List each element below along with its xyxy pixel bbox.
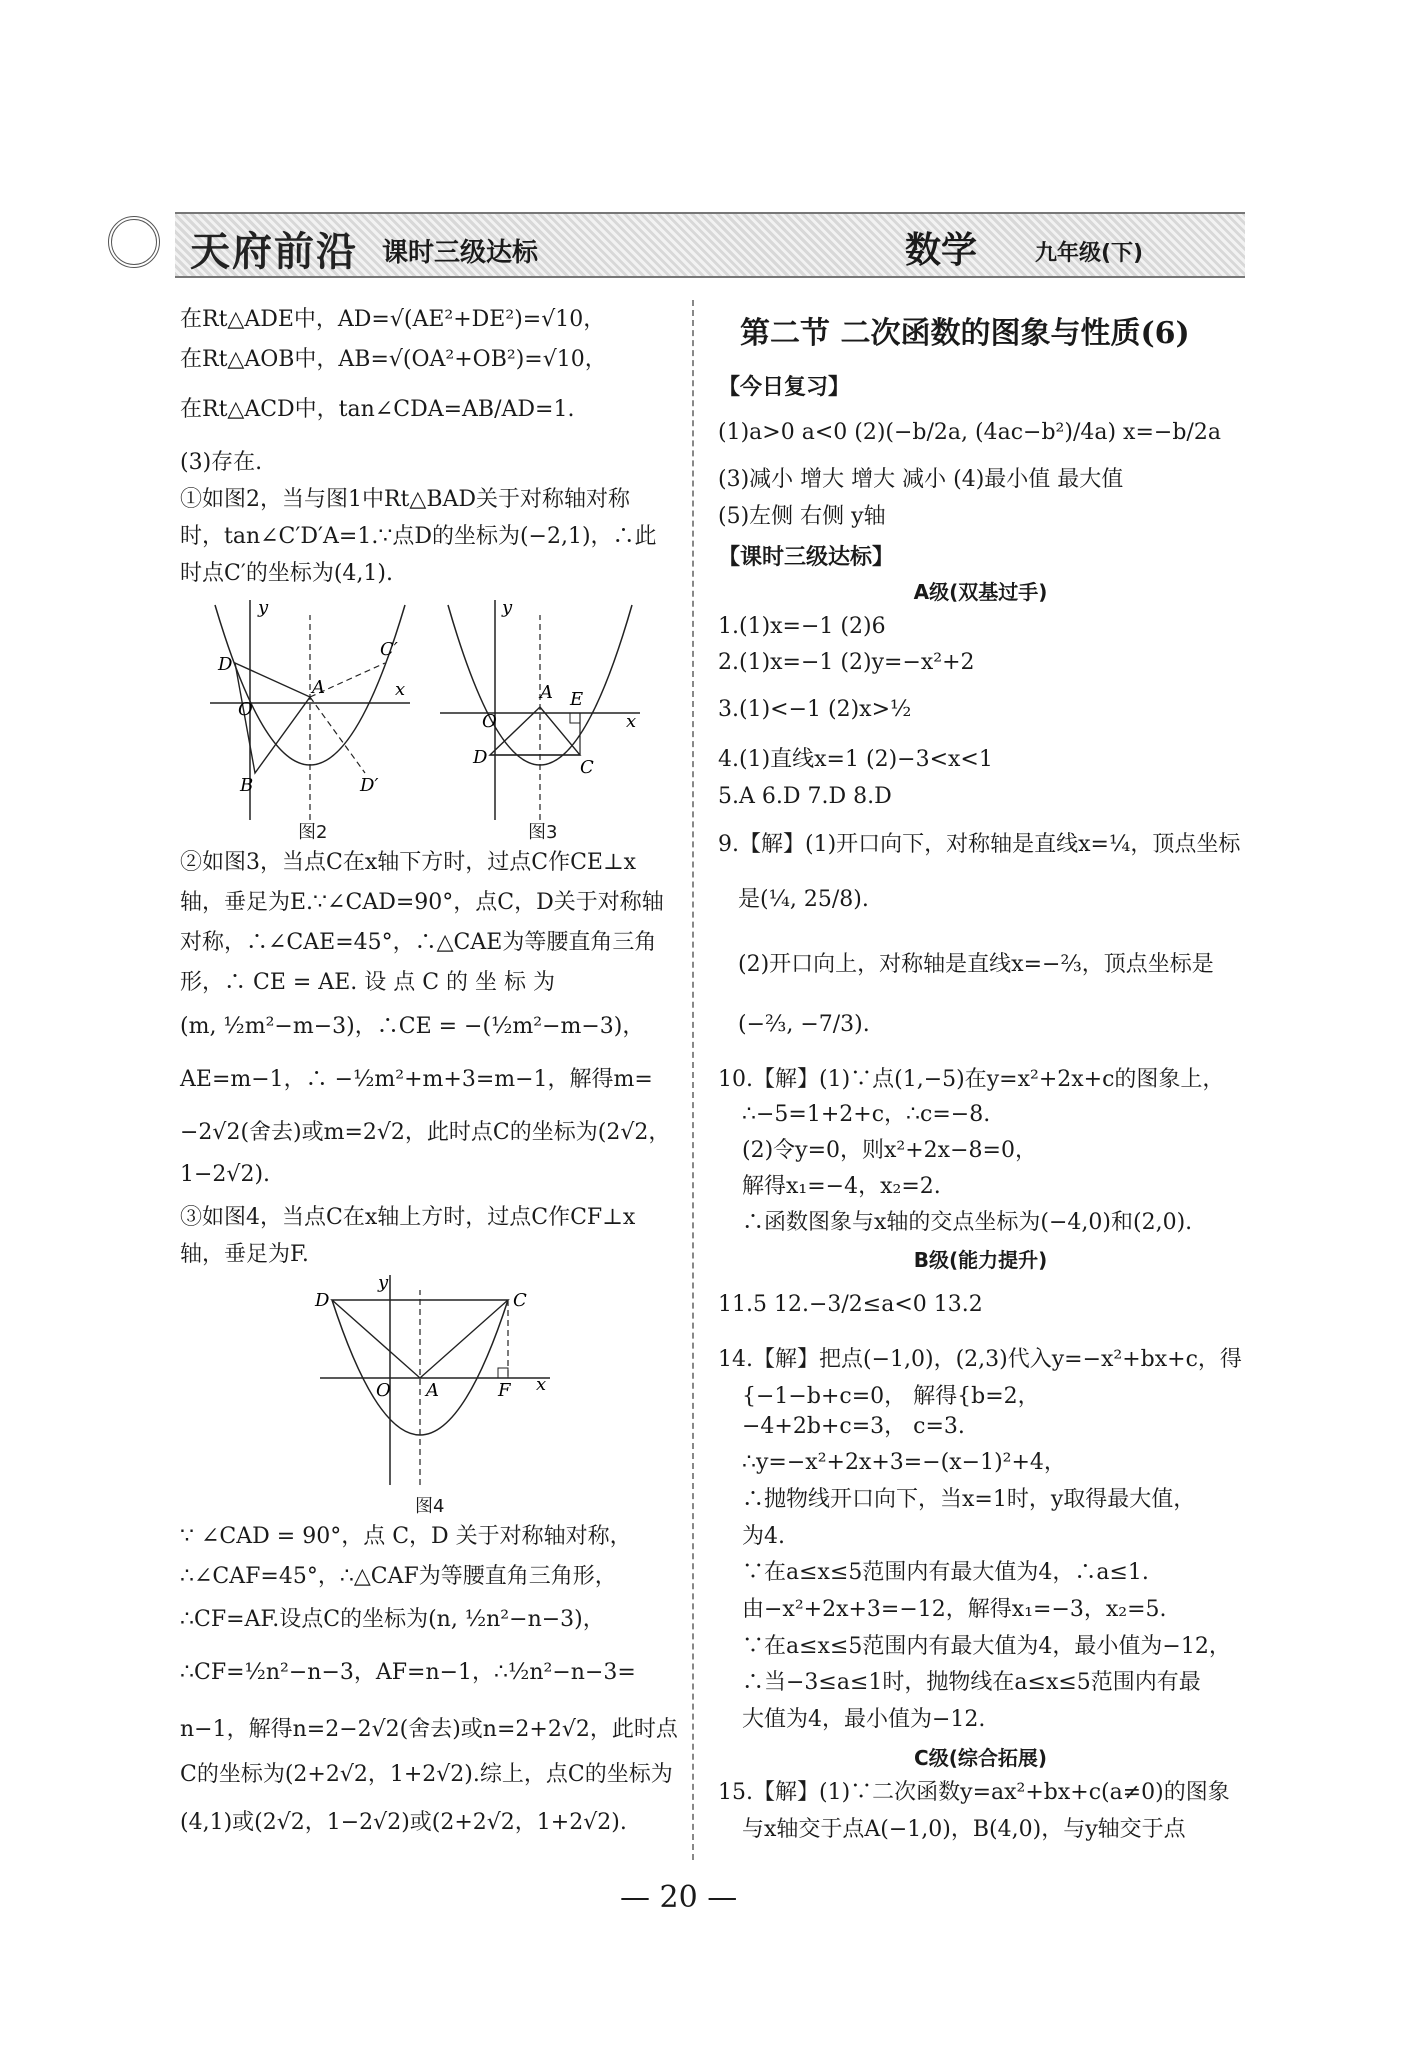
text-line: (1)a>0 a<0 (2)(−b/2a, (4ac−b²)/4a) x=−b/2a <box>718 420 1221 445</box>
figure-4-label: 图4 <box>415 1496 445 1517</box>
column-divider <box>692 300 694 1860</box>
svg-text:A: A <box>540 682 553 703</box>
svg-text:D: D <box>218 654 233 675</box>
answer-line: 9.【解】(1)开口向下，对称轴是直线x=¼，顶点坐标 <box>718 832 1241 857</box>
answer-line: 3.(1)<−1 (2)x>½ <box>718 697 912 722</box>
svg-text:O: O <box>376 1380 391 1401</box>
level-a-heading: A级(双基过手) <box>913 580 1048 604</box>
answer-line: ∴当−3≤a≤1时，抛物线在a≤x≤5范围内有最 <box>742 1670 1201 1695</box>
answer-line: 15.【解】(1)∵二次函数y=ax²+bx+c(a≠0)的图象 <box>718 1780 1230 1805</box>
answer-line: 是(¼, 25/8). <box>738 887 869 912</box>
answer-line: 为4. <box>742 1524 785 1549</box>
svg-text:y: y <box>378 1272 389 1293</box>
answer-line: 5.A 6.D 7.D 8.D <box>718 784 892 809</box>
svg-text:D: D <box>315 1290 330 1311</box>
brand-subtitle: 课时三级达标 <box>382 238 539 268</box>
text-line: 时，tan∠C′D′A=1.∵点D的坐标为(−2,1)，∴此 <box>180 524 657 549</box>
answer-line: ∵在a≤x≤5范围内有最大值为4，最小值为−12， <box>742 1634 1231 1659</box>
review-heading: 【今日复习】 <box>718 375 851 400</box>
svg-text:F: F <box>498 1380 511 1401</box>
answer-line: ∴−5=1+2+c，∴c=−8. <box>742 1102 991 1127</box>
answer-line: (2)开口向上，对称轴是直线x=−⅔，顶点坐标是 <box>738 952 1214 977</box>
text-line: (4,1)或(2√2，1−2√2)或(2+2√2，1+2√2). <box>180 1810 627 1835</box>
svg-text:x: x <box>395 679 406 700</box>
svg-text:x: x <box>626 711 637 732</box>
level-b-heading: B级(能力提升) <box>913 1248 1048 1272</box>
answer-line: 4.(1)直线x=1 (2)−3<x<1 <box>718 747 993 772</box>
logo-icon <box>108 216 160 268</box>
text-line: ∴CF=AF.设点C的坐标为(n, ½n²−n−3)， <box>180 1607 605 1632</box>
text-line: 在Rt△ADE中，AD=√(AE²+DE²)=√10， <box>180 307 606 332</box>
figure-3-label: 图3 <box>528 822 558 843</box>
svg-text:y: y <box>502 597 513 618</box>
page-number: — 20 — <box>620 1880 738 1915</box>
text-line: 轴，垂足为E.∵∠CAD=90°，点C，D关于对称轴 <box>180 890 664 915</box>
svg-text:O: O <box>482 711 497 732</box>
text-line: −2√2(舍去)或m=2√2，此时点C的坐标为(2√2， <box>180 1120 671 1145</box>
svg-text:O: O <box>238 699 253 720</box>
text-line: 轴，垂足为F. <box>180 1242 309 1267</box>
text-line: 时点C′的坐标为(4,1). <box>180 561 393 586</box>
text-line: ②如图3，当点C在x轴下方时，过点C作CE⊥x <box>180 850 637 875</box>
answer-line: 由−x²+2x+3=−12，解得x₁=−3，x₂=5. <box>742 1597 1167 1622</box>
practice-heading: 【课时三级达标】 <box>718 545 895 570</box>
answer-line: ∴y=−x²+2x+3=−(x−1)²+4， <box>742 1450 1066 1475</box>
answer-line: ∵在a≤x≤5范围内有最大值为4，∴a≤1. <box>742 1560 1149 1585</box>
brand-title: 天府前沿 <box>190 229 358 275</box>
figure-2-label: 图2 <box>298 822 328 843</box>
text-line: 在Rt△AOB中，AB=√(OA²+OB²)=√10， <box>180 347 607 372</box>
answer-line: (−⅔, −7/3). <box>738 1012 870 1037</box>
text-line: C的坐标为(2+2√2，1+2√2).综上，点C的坐标为 <box>180 1762 673 1787</box>
answer-line: 2.(1)x=−1 (2)y=−x²+2 <box>718 650 975 675</box>
section-title: 第二节 二次函数的图象与性质(6) <box>740 316 1190 351</box>
figure-4 <box>310 1270 560 1500</box>
text-line: ③如图4，当点C在x轴上方时，过点C作CF⊥x <box>180 1205 636 1230</box>
figure-3 <box>430 595 650 825</box>
text-line: ∴CF=½n²−n−3，AF=n−1，∴½n²−n−3= <box>180 1660 636 1685</box>
answer-line: 14.【解】把点(−1,0)，(2,3)代入y=−x²+bx+c，得 <box>718 1347 1242 1372</box>
text-line: n−1，解得n=2−2√2(舍去)或n=2+2√2，此时点 <box>180 1717 678 1742</box>
answer-line: {−1−b+c=0， 解得{b=2， <box>742 1384 1040 1409</box>
svg-text:C′: C′ <box>380 639 398 660</box>
answer-line: 1.(1)x=−1 (2)6 <box>718 614 886 639</box>
answer-line: 解得x₁=−4，x₂=2. <box>742 1174 941 1199</box>
answer-line: 10.【解】(1)∵点(1,−5)在y=x²+2x+c的图象上， <box>718 1067 1225 1092</box>
text-line: 1−2√2). <box>180 1162 271 1187</box>
text-line: 形，∴ CE = AE. 设 点 C 的 坐 标 为 <box>180 970 556 995</box>
text-line: ①如图2，当与图1中Rt△BAD关于对称轴对称 <box>180 487 631 512</box>
answer-line: 11.5 12.−3/2≤a<0 13.2 <box>718 1292 983 1317</box>
subject-label: 数学 <box>905 230 978 271</box>
text-line: (5)左侧 右侧 y轴 <box>718 504 886 529</box>
svg-text:C: C <box>580 757 594 778</box>
text-line: 对称，∴∠CAE=45°，∴△CAE为等腰直角三角 <box>180 930 657 955</box>
svg-text:D′: D′ <box>360 775 379 796</box>
svg-text:A: A <box>312 677 325 698</box>
answer-line: (2)令y=0，则x²+2x−8=0， <box>742 1138 1037 1163</box>
text-line: (3)减小 增大 增大 减小 (4)最小值 最大值 <box>718 467 1124 492</box>
text-line: ∴∠CAF=45°，∴△CAF为等腰直角三角形， <box>180 1564 617 1589</box>
text-line: ∵ ∠CAD = 90°，点 C，D 关于对称轴对称， <box>180 1524 632 1549</box>
answer-line: ∴函数图象与x轴的交点坐标为(−4,0)和(2,0). <box>742 1210 1193 1235</box>
answer-line: ∴抛物线开口向下，当x=1时，y取得最大值， <box>742 1487 1196 1512</box>
grade-label: 九年级(下) <box>1035 241 1144 266</box>
text-line: (m, ½m²−m−3)，∴CE = −(½m²−m−3)， <box>180 1014 645 1039</box>
answer-line: 大值为4，最小值为−12. <box>742 1707 986 1732</box>
answer-line: 与x轴交于点A(−1,0)，B(4,0)，与y轴交于点 <box>742 1817 1186 1842</box>
text-line: (3)存在. <box>180 450 263 475</box>
svg-text:x: x <box>536 1374 547 1395</box>
figure-2 <box>200 595 420 825</box>
svg-text:C: C <box>513 1290 527 1311</box>
text-line: AE=m−1，∴ −½m²+m+3=m−1，解得m= <box>180 1067 653 1092</box>
svg-text:y: y <box>258 597 269 618</box>
text-line: 在Rt△ACD中，tan∠CDA=AB/AD=1. <box>180 397 575 422</box>
svg-text:A: A <box>426 1380 439 1401</box>
svg-text:E: E <box>570 689 584 710</box>
level-c-heading: C级(综合拓展) <box>914 1746 1047 1770</box>
svg-text:D: D <box>473 747 488 768</box>
answer-line: −4+2b+c=3， c=3. <box>742 1414 965 1439</box>
svg-text:B: B <box>240 775 254 796</box>
